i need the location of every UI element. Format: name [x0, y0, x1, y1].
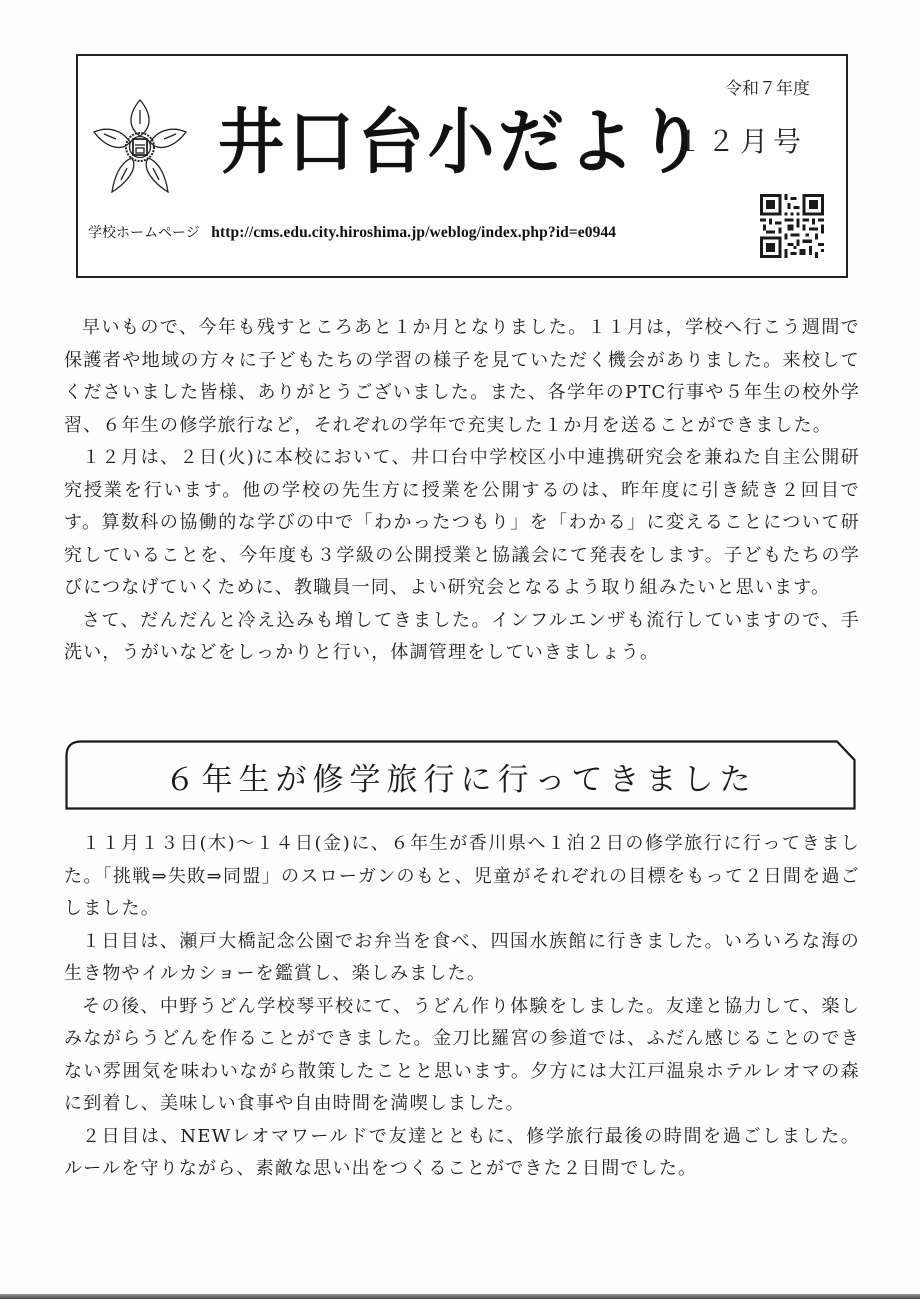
homepage-url-link[interactable]: http://cms.edu.city.hiroshima.jp/weblog/index.php?id=e0944 [211, 224, 617, 241]
trip-paragraph: ２日目は、NEWレオマワールドで友達とともに、修学旅行最後の時間を過ごしました。ルールを守りながら、素敵な思い出をつくることができた２日間でした。 [64, 1125, 860, 1179]
homepage-row [88, 222, 616, 242]
page-edge-divider [0, 1294, 920, 1299]
intro-text [64, 312, 860, 670]
homepage-label: 学校ホームページ [88, 226, 200, 241]
issue-month: １２月号 [673, 127, 806, 158]
masthead-box [76, 54, 848, 278]
section-heading-box [65, 740, 856, 810]
qr-code-icon[interactable] [760, 194, 824, 258]
intro-paragraph: 早いもので、今年も残すところあと１か月となりました。１１月は，学校へ行こう週間で保護者や地域の方々に子どもたちの学習の様子を見ていただく機会がありました。来校してくださいました皆様、ありがとうございました。また、各学年のPTC行事や５年生の校外学習、６年生の修学旅行など，それぞれの学年で充実した１か月を送ることができました。 [64, 317, 860, 436]
trip-report-text [64, 828, 860, 1186]
fiscal-year: 令和７年度 [725, 79, 810, 98]
section-heading: ６年生が修学旅行に行ってきました [164, 762, 757, 798]
intro-paragraph: さて、だんだんと冷え込みも増してきました。インフルエンザも流行していますので、手洗い，うがいなどをしっかりと行い，体調管理をしていきましょう。 [64, 609, 860, 663]
trip-paragraph: その後、中野うどん学校琴平校にて、うどん作り体験をしました。友達と協力して、楽しみながらうどんを作ることができました。金刀比羅宮の参道では、ふだん感じることのできない雰囲気を味わいながら散策したことと思います。夕方には大江戸温泉ホテルレオマの森に到着し、美味しい食事や自由時間を満喫しました。 [64, 995, 860, 1114]
trip-paragraph: １日目は、瀬戸大橋記念公園でお弁当を食べ、四国水族館に行きました。いろいろな海の生き物やイルカショーを鑑賞し、楽しみました。 [64, 930, 860, 984]
trip-paragraph: １１月１３日(木)～１４日(金)に、６年生が香川県へ１泊２日の修学旅行に行ってきました。「挑戦⇒失敗⇒同盟」のスローガンのもと、児童がそれぞれの目標をもって２日間を過ごしました。 [64, 833, 860, 919]
intro-paragraph: １２月は、２日(火)に本校において、井口台中学校区小中連携研究会を兼ねた自主公開研究授業を行います。他の学校の先生方に授業を公開するのは、昨年度に引き続き２回目です。算数科の協働的な学びの中で「わかったつもり」を「わかる」に変えることについて研究していることを、今年度も３学級の公開授業と協議会にて発表をします。子どもたちの学びにつなげていくために、教職員一同、よい研究会となるよう取り組みたいと思います。 [64, 447, 860, 598]
school-emblem-flower-icon [88, 96, 192, 200]
newsletter-title: 井口台小だより [218, 99, 708, 184]
